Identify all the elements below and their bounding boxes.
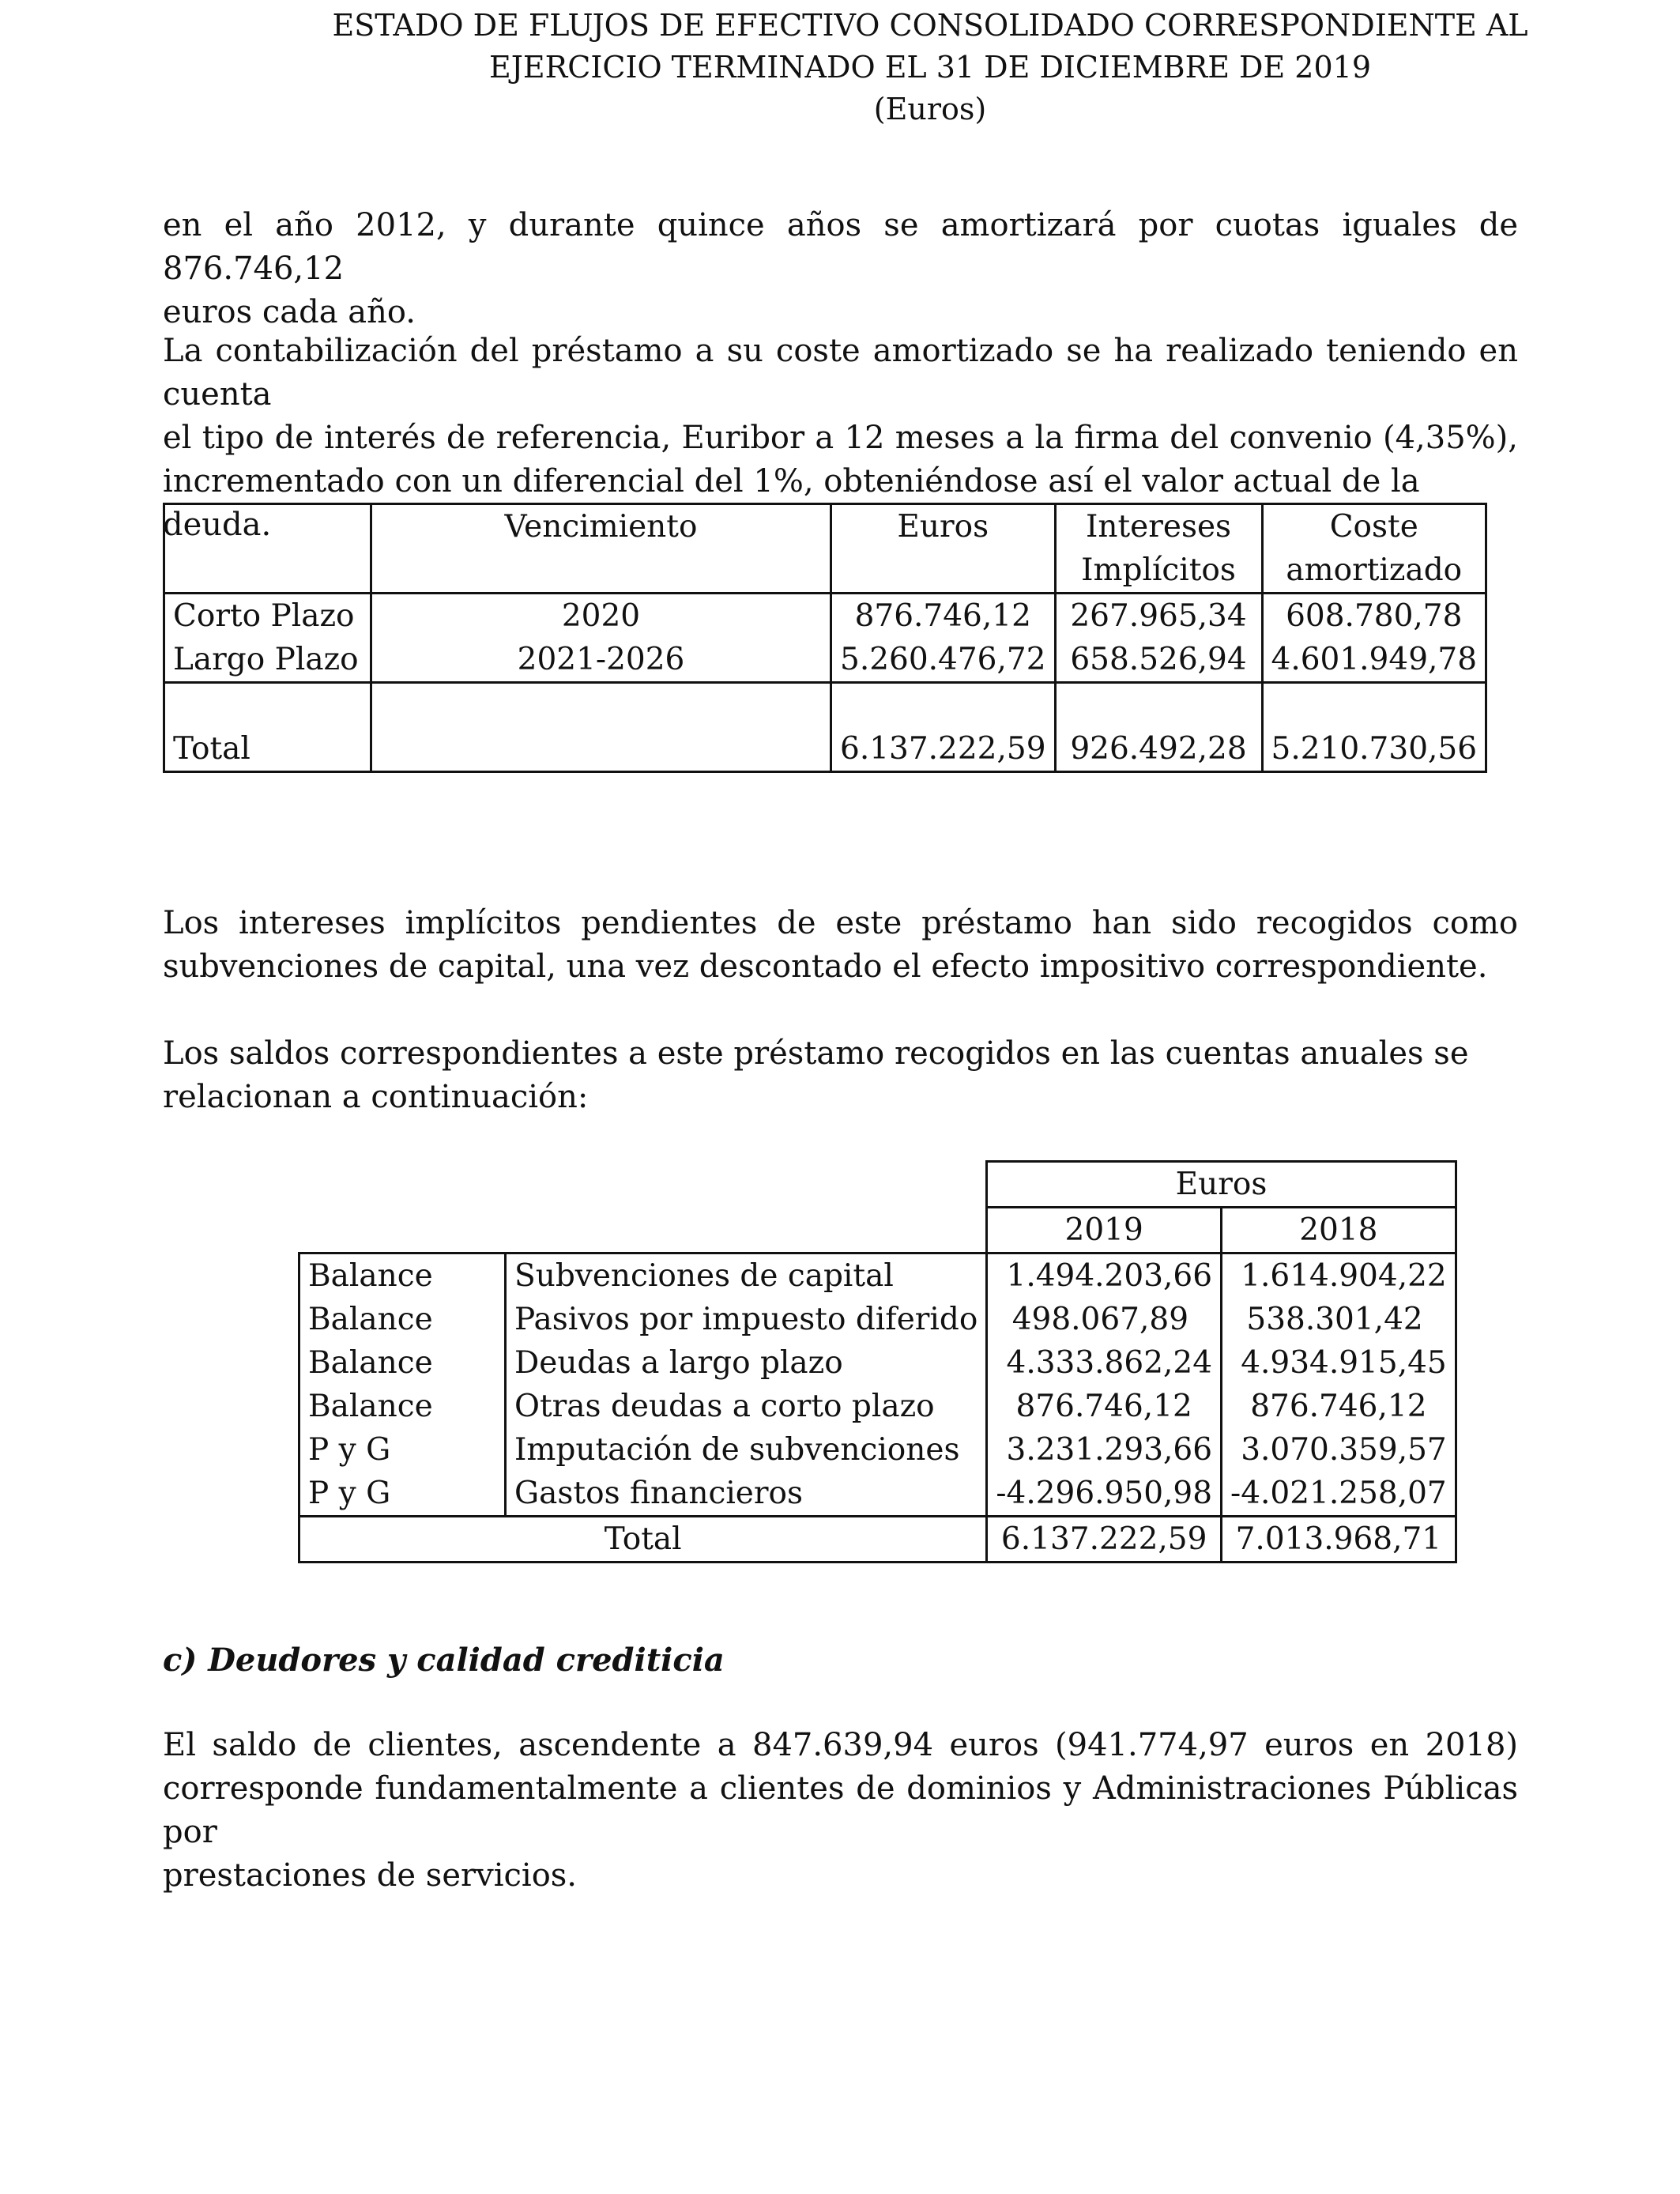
row-type: Balance (299, 1341, 506, 1385)
total-label: Total (299, 1517, 987, 1563)
total-row (299, 1517, 1456, 1563)
row-vencimiento: 2021-2026 (371, 638, 831, 683)
total-intereses: 926.492,28 (1055, 727, 1262, 772)
row-2019: 498.067,89 (987, 1298, 1222, 1341)
header-vencimiento: Vencimiento (371, 504, 831, 549)
page-header (0, 5, 1680, 130)
table-cell (299, 1162, 506, 1208)
paragraph-line: La contabilización del préstamo a su coste amortizado se ha realizado teniendo en cuenta (163, 333, 1518, 413)
paragraph-line: subvenciones de capital, una vez descontado el efecto impositivo correspondiente. (163, 948, 1488, 985)
row-2018: 1.614.904,22 (1222, 1253, 1456, 1299)
table-row (299, 1428, 1456, 1472)
total-euros: 6.137.222,59 (831, 727, 1056, 772)
table-row (299, 1472, 1456, 1517)
paragraph-line: corresponde fundamentalmente a clientes de dominios y Administraciones Públicas por (163, 1770, 1518, 1850)
paragraph-amortization (163, 204, 1518, 334)
row-coste: 4.601.949,78 (1262, 638, 1486, 683)
row-2019: 4.333.862,24 (987, 1341, 1222, 1385)
header-year-2019: 2019 (987, 1208, 1222, 1253)
total-label: Total (164, 727, 371, 772)
row-concept: Imputación de subvenciones (506, 1428, 987, 1472)
total-row (164, 727, 1486, 772)
row-label: Corto Plazo (164, 594, 371, 639)
row-type: Balance (299, 1385, 506, 1428)
row-concept: Subvenciones de capital (506, 1253, 987, 1299)
section-title: c) Deudores y calidad crediticia (163, 1642, 725, 1679)
row-2019: -4.296.950,98 (987, 1472, 1222, 1517)
paragraph-line: El saldo de clientes, ascendente a 847.639,94 euros (941.774,97 euros en 2018) (163, 1727, 1518, 1763)
table-cell (506, 1162, 987, 1208)
total-2019: 6.137.222,59 (987, 1517, 1222, 1563)
paragraph-line: en el año 2012, y durante quince años se amortizará por cuotas iguales de 876.746,12 (163, 207, 1518, 287)
table-cell (371, 683, 831, 728)
table-cell (831, 683, 1056, 728)
row-coste: 608.780,78 (1262, 594, 1486, 639)
maturity-table (163, 503, 1487, 773)
row-2018: 876.746,12 (1222, 1385, 1456, 1428)
row-type: Balance (299, 1298, 506, 1341)
row-concept: Otras deudas a corto plazo (506, 1385, 987, 1428)
row-2019: 876.746,12 (987, 1385, 1222, 1428)
row-2019: 1.494.203,66 (987, 1253, 1222, 1299)
paragraph-line: incrementado con un diferencial del 1%, obteniéndose así el valor actual de la deuda. (163, 463, 1420, 543)
row-euros: 5.260.476,72 (831, 638, 1056, 683)
header-line-2: EJERCICIO TERMINADO EL 31 DE DICIEMBRE DE 2019 (488, 50, 1372, 85)
table-row (299, 1253, 1456, 1299)
paragraph-implicit-interest (163, 902, 1518, 989)
table-cell (164, 548, 371, 594)
row-2018: 4.934.915,45 (1222, 1341, 1456, 1385)
balances-table (298, 1160, 1457, 1563)
row-2018: 3.070.359,57 (1222, 1428, 1456, 1472)
table-row (299, 1385, 1456, 1428)
table-cell (371, 548, 831, 594)
table-row (299, 1341, 1456, 1385)
header-euros: Euros (987, 1162, 1456, 1208)
total-coste: 5.210.730,56 (1262, 727, 1486, 772)
paragraph-line: relacionan a continuación: (163, 1079, 589, 1115)
row-concept: Pasivos por impuesto diferido (506, 1298, 987, 1341)
row-2018: -4.021.258,07 (1222, 1472, 1456, 1517)
table-cell (1262, 683, 1486, 728)
header-intereses-1: Intereses (1055, 504, 1262, 549)
header-line-3: (Euros) (873, 92, 987, 126)
header-line-1: ESTADO DE FLUJOS DE EFECTIVO CONSOLIDADO CORRESPONDIENTE AL (332, 8, 1528, 43)
row-type: P y G (299, 1428, 506, 1472)
paragraph-line: prestaciones de servicios. (163, 1857, 578, 1894)
paragraph-line: el tipo de interés de referencia, Euribor a 12 meses a la firma del convenio (4,35%), (163, 420, 1518, 456)
row-concept: Deudas a largo plazo (506, 1341, 987, 1385)
paragraph-line: Los saldos correspondientes a este préstamo recogidos en las cuentas anuales se (163, 1035, 1469, 1072)
row-label: Largo Plazo (164, 638, 371, 683)
table-cell (831, 548, 1056, 594)
table-cell (1055, 683, 1262, 728)
table-cell (506, 1208, 987, 1253)
row-2019: 3.231.293,66 (987, 1428, 1222, 1472)
table-cell (299, 1208, 506, 1253)
header-coste-1: Coste (1262, 504, 1486, 549)
table-row (299, 1298, 1456, 1341)
table-cell (164, 504, 371, 549)
row-euros: 876.746,12 (831, 594, 1056, 639)
total-2018: 7.013.968,71 (1222, 1517, 1456, 1563)
paragraph-balances (163, 1032, 1518, 1119)
paragraph-line: Los intereses implícitos pendientes de este préstamo han sido recogidos como (163, 905, 1518, 941)
header-year-2018: 2018 (1222, 1208, 1456, 1253)
row-intereses: 658.526,94 (1055, 638, 1262, 683)
row-type: P y G (299, 1472, 506, 1517)
paragraph-line: euros cada año. (163, 294, 416, 330)
table-cell (164, 683, 371, 728)
row-intereses: 267.965,34 (1055, 594, 1262, 639)
table-cell (371, 727, 831, 772)
header-euros: Euros (831, 504, 1056, 549)
header-coste-2: amortizado (1262, 548, 1486, 594)
row-2018: 538.301,42 (1222, 1298, 1456, 1341)
row-type: Balance (299, 1253, 506, 1299)
row-concept: Gastos financieros (506, 1472, 987, 1517)
table-row (164, 594, 1486, 639)
header-intereses-2: Implícitos (1055, 548, 1262, 594)
table-row (164, 638, 1486, 683)
row-vencimiento: 2020 (371, 594, 831, 639)
paragraph-clients (163, 1724, 1518, 1898)
